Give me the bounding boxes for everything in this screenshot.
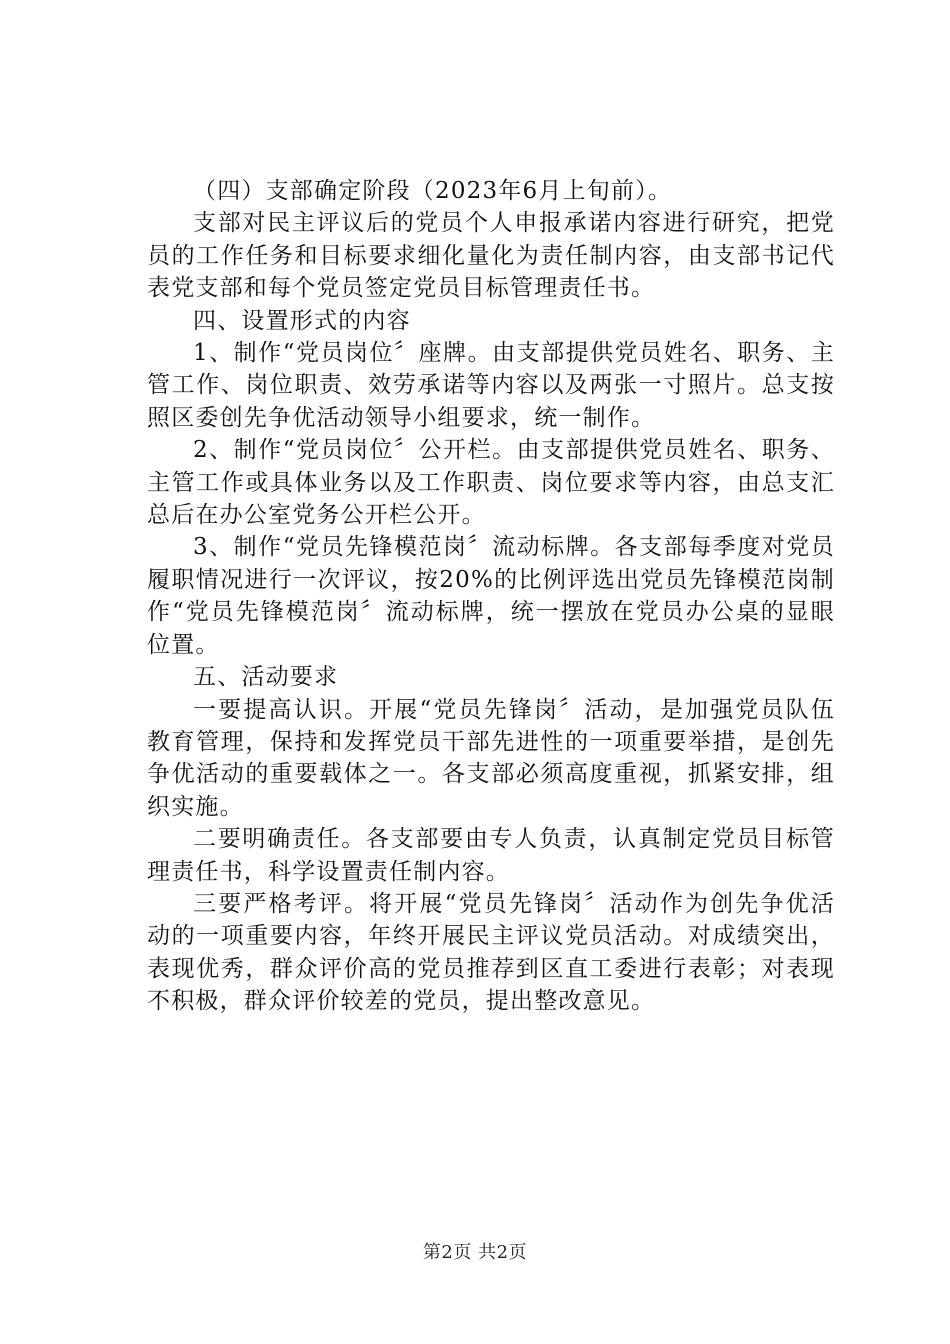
body-paragraph: 一要提高认识。开展“党员先锋岗〞活动，是加强党员队伍教育管理，保持和发挥党员干部先进性的一项重要举措，是创先争优活动的重要载体之一。各支部必须高度重视，抓紧安排，组织实施。 (147, 696, 835, 820)
section-heading-form-content: 四、设置形式的内容 (193, 307, 411, 334)
document-body (147, 175, 835, 1018)
body-paragraph: 2、制作“党员岗位〞公开栏。由支部提供党员姓名、职务、主管工作或具体业务以及工作职责、岗位要求等内容，由总支汇总后在办公室党务公开栏公开。 (147, 437, 835, 529)
page-number-footer: 第2页 共2页 (422, 1242, 528, 1263)
body-paragraph: 三要严格考评。将开展“党员先锋岗〞活动作为创先争优活动的一项重要内容，年终开展民主评议党员活动。对成绩突出，表现优秀，群众评价高的党员推荐到区直工委进行表彰；对表现不积极，群众评价较差的党员，提出整改意见。 (147, 890, 835, 1015)
body-paragraph: 二要明确责任。各支部要由专人负责，认真制定党员目标管理责任书，科学设置责任制内容。 (147, 826, 835, 885)
body-paragraph: 3、制作“党员先锋模范岗〞流动标牌。各支部每季度对党员履职情况进行一次评议，按20%的比例评选出党员先锋模范岗制作“党员先锋模范岗〞流动标牌，统一摆放在党员办公桌的显眼位置。 (147, 534, 835, 658)
body-paragraph: 支部对民主评议后的党员个人申报承诺内容进行研究，把党员的工作任务和目标要求细化量化为责任制内容，由支部书记代表党支部和每个党员签定党员目标管理责任书。 (147, 210, 835, 302)
section-heading-activity-requirements: 五、活动要求 (193, 664, 339, 691)
body-paragraph: 1、制作“党员岗位〞座牌。由支部提供党员姓名、职务、主管工作、岗位职责、效劳承诺等内容以及两张一寸照片。总支按照区委创先争优活动领导小组要求，统一制作。 (147, 340, 835, 431)
section-heading-branch-confirmation: （四）支部确定阶段（2023年6月上旬前）。 (193, 178, 673, 204)
